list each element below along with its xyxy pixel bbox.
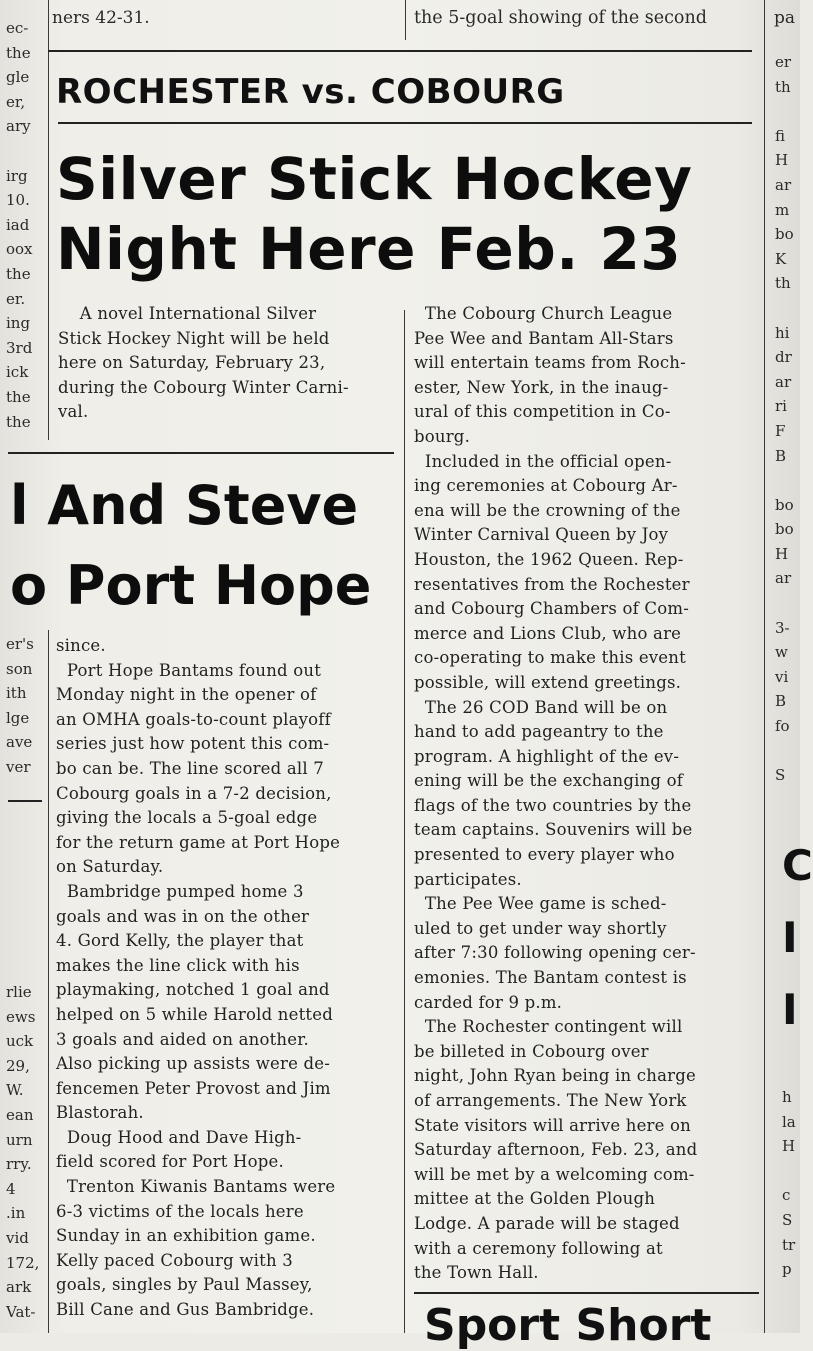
text-line: Cobourg goals in a 7-2 decision, [56,783,332,803]
margin-fragment: ean [6,1105,34,1124]
left-margin-middle [6,632,46,780]
column-rule-left [48,0,49,440]
margin-fragment: F [775,421,786,440]
text-line: Stick Hockey Night will be held [58,328,330,348]
headline-line-1: Silver Stick Hockey [56,145,693,213]
margin-fragment [775,739,800,764]
top-center-fragment: the 5-goal showing of the second [414,8,707,28]
margin-fragment: 3- [775,618,790,637]
text-line: 4. Gord Kelly, the player that [56,931,304,951]
text-line: Lodge. A parade will be staged [414,1213,680,1233]
article2-headline-line-2: o Port Hope [10,554,372,617]
margin-fragment: ing [6,314,31,333]
right-margin-big [782,830,813,1046]
margin-fragment: vi [775,667,789,686]
margin-fragment: uck [6,1032,34,1051]
next-article-headline: Sport Short [424,1300,712,1351]
text-line: The 26 COD Band will be on [414,697,668,717]
text-line: Saturday afternoon, Feb. 23, and [414,1140,698,1160]
text-line: Sunday in an exhibition game. [56,1226,316,1246]
margin-fragment: .in [6,1204,26,1223]
margin-fragment: son [6,659,33,678]
margin-fragment: th [775,77,791,96]
text-line: ening will be the exchanging of [414,771,684,791]
margin-fragment: bo [775,495,794,514]
rule-below-kicker [58,122,752,124]
text-line: on Saturday. [56,857,164,877]
text-line: for the return game at Port Hope [56,832,341,852]
text-line: Trenton Kiwanis Bantams were [56,1177,336,1197]
margin-fragment [775,296,800,321]
text-line: since. [56,636,106,655]
text-line: be billeted in Cobourg over [414,1041,649,1061]
margin-fragment: 172, [6,1253,40,1272]
text-line: here on Saturday, February 23, [58,353,326,373]
article2-headline [10,466,371,626]
margin-fragment: 29, [6,1056,30,1075]
article2-headline-line-1: l And Steve [10,474,359,537]
text-line: during the Cobourg Winter Carni- [58,377,349,397]
margin-fragment: urn [6,1130,33,1149]
margin-fragment: fo [775,717,790,736]
margin-fragment: er. [6,289,26,308]
margin-fragment: rry. [6,1155,32,1174]
text-line: goals and was in on the other [56,906,310,926]
margin-fragment: 4 [6,1179,16,1198]
margin-fragment: m [775,200,790,219]
margin-fragment: ick [6,363,29,382]
margin-fragment: rlie [6,983,32,1001]
margin-fragment [775,468,800,493]
margin-fragment: W. [6,1081,24,1100]
text-line: co-operating to make this event [414,648,686,668]
text-line: Pee Wee and Bantam All-Stars [414,328,674,348]
column-rule-top [405,0,406,40]
margin-fragment: bo [775,520,794,539]
text-line: field scored for Port Hope. [56,1152,284,1172]
text-line: State visitors will arrive here on [414,1115,691,1135]
margin-fragment: H [782,1137,796,1156]
text-line: bourg. [414,426,471,446]
text-line: Kelly paced Cobourg with 3 [56,1250,293,1270]
margin-fragment: er [775,53,792,71]
text-line: Blastorah. [56,1103,144,1123]
margin-fragment: H [775,544,789,563]
margin-fragment: ark [6,1278,32,1297]
text-line: team captains. Souvenirs will be [414,820,693,840]
margin-fragment: 3rd [6,338,33,357]
margin-fragment: the [6,387,31,406]
rule-above-article2 [8,452,394,454]
margin-fragment: ews [6,1007,36,1026]
text-line: after 7:30 following opening cer- [414,943,696,963]
margin-fragment: ri [775,397,787,416]
text-line: ural of this competition in Co- [414,402,671,422]
text-line: mittee at the Golden Plough [414,1189,656,1209]
top-right-fragment: pa [774,8,796,28]
margin-fragment: K [775,249,787,268]
column-rule-right [764,0,765,1333]
margin-fragment: ar [775,175,792,194]
margin-fragment: ary [6,117,31,136]
text-line: val. [58,402,89,422]
text-line: ing ceremonies at Cobourg Ar- [414,476,678,496]
margin-fragment: ver [6,757,31,776]
margin-fragment: h [782,1088,792,1106]
margin-fragment: bo [775,225,794,244]
margin-fragment: hi [775,323,790,342]
right-margin-lower [782,1085,800,1282]
margin-fragment: the [6,264,31,283]
article2-body [56,634,402,1323]
text-line: possible, will extend greetings. [414,672,682,692]
text-line: hand to add pageantry to the [414,722,664,742]
text-line: emonies. The Bantam contest is [414,968,687,988]
text-line: an OMHA goals-to-count playoff [56,709,331,729]
column-rule-middle [404,310,405,1333]
text-line: carded for 9 p.m. [414,992,563,1012]
article-headline [56,144,692,284]
text-line: will entertain teams from Roch- [414,353,686,373]
text-line: presented to every player who [414,845,675,865]
margin-fragment: ec- [6,19,29,37]
margin-fragment: H [775,151,789,170]
margin-fragment: the [6,412,31,431]
rule-above-kicker [48,50,752,52]
text-line: Houston, the 1962 Queen. Rep- [414,549,684,569]
margin-fragment: er, [6,92,26,111]
margin-fragment: 10. [6,191,30,210]
text-line: Bill Cane and Gus Bambridge. [56,1300,315,1320]
text-line: The Pee Wee game is sched- [414,894,667,914]
text-line: goals, singles by Paul Massey, [56,1275,313,1295]
headline-line-2: Night Here Feb. 23 [56,215,682,283]
top-left-fragment: ners 42-31. [52,8,150,28]
margin-fragment: I [782,913,798,962]
text-line: program. A highlight of the ev- [414,746,680,766]
article-kicker: ROCHESTER vs. COBOURG [56,72,565,112]
margin-fragment: ave [6,733,33,752]
text-line: of arrangements. The New York [414,1091,687,1110]
text-line: giving the locals a 5-goal edge [56,808,318,828]
right-margin-upper [775,50,800,788]
text-line: Doug Hood and Dave High- [56,1127,302,1147]
margin-fragment: dr [775,348,792,367]
margin-fragment: ar [775,569,792,588]
margin-fragment: fi [775,126,786,145]
article1-column-right [414,302,762,1286]
text-line: Also picking up assists were de- [56,1054,331,1074]
margin-fragment: Vat- [6,1302,36,1321]
text-line: makes the line click with his [56,955,300,975]
text-line: A novel International Silver [58,304,317,323]
margin-fragment: irg [6,166,28,185]
margin-fragment: th [775,274,791,293]
margin-fragment: ar [775,372,792,391]
text-line: Bambridge pumped home 3 [56,881,304,901]
text-line: series just how potent this com- [56,734,330,754]
text-line: Port Hope Bantams found out [56,660,322,680]
text-line: flags of the two countries by the [414,795,692,815]
margin-fragment [775,99,800,124]
text-line: ena will be the crowning of the [414,500,681,520]
text-line: the Town Hall. [414,1263,539,1283]
text-line: The Cobourg Church League [414,304,673,323]
text-line: ester, New York, in the inaug- [414,377,669,397]
article1-column-left [58,302,402,425]
text-line: playmaking, notched 1 goal and [56,980,330,1000]
rule-next-article [414,1292,759,1294]
margin-fragment: er's [6,635,34,653]
text-line: The Rochester contingent will [414,1017,683,1037]
margin-fragment: oox [6,240,33,259]
text-line: helped on 5 while Harold netted [56,1004,333,1024]
margin-fragment: C [782,841,813,890]
left-margin-lower [6,980,48,1324]
text-line: night, John Ryan being in charge [414,1066,696,1086]
text-line: 3 goals and aided on another. [56,1029,309,1049]
margin-fragment: the [6,43,31,62]
text-line: with a ceremony following at [414,1238,663,1258]
text-line: uled to get under way shortly [414,918,667,938]
margin-fragment: S [782,1210,793,1229]
text-line: Monday night in the opener of [56,685,317,705]
text-line: 6-3 victims of the locals here [56,1201,304,1221]
margin-fragment: iad [6,215,30,234]
text-line: bo can be. The line scored all 7 [56,758,324,778]
text-line: Included in the official open- [414,451,672,471]
text-line: will be met by a welcoming com- [414,1164,695,1184]
margin-fragment: vid [6,1228,29,1247]
margin-fragment: la [782,1112,796,1131]
margin-fragment [782,1159,800,1184]
text-line: merce and Lions Club, who are [414,623,682,643]
margin-fragment: ith [6,684,27,703]
text-line: and Cobourg Chambers of Com- [414,599,689,619]
margin-fragment: B [775,446,787,465]
margin-fragment: c [782,1186,791,1205]
margin-fragment: I [782,985,798,1034]
margin-fragment: p [782,1260,792,1279]
text-line: Winter Carnival Queen by Joy [414,525,669,545]
margin-fragment: lge [6,708,30,727]
margin-fragment: tr [782,1235,796,1254]
text-line: participates. [414,869,522,889]
text-line: resentatives from the Rochester [414,574,690,594]
column-rule-lower-left [48,630,49,1333]
margin-fragment: w [775,643,788,662]
margin-fragment [6,139,46,164]
margin-fragment: gle [6,68,30,87]
margin-fragment [775,591,800,616]
left-margin-rule [8,800,42,802]
margin-fragment: S [775,766,786,785]
left-margin-upper [6,16,46,434]
margin-fragment: B [775,692,787,711]
text-line: fencemen Peter Provost and Jim [56,1078,331,1098]
